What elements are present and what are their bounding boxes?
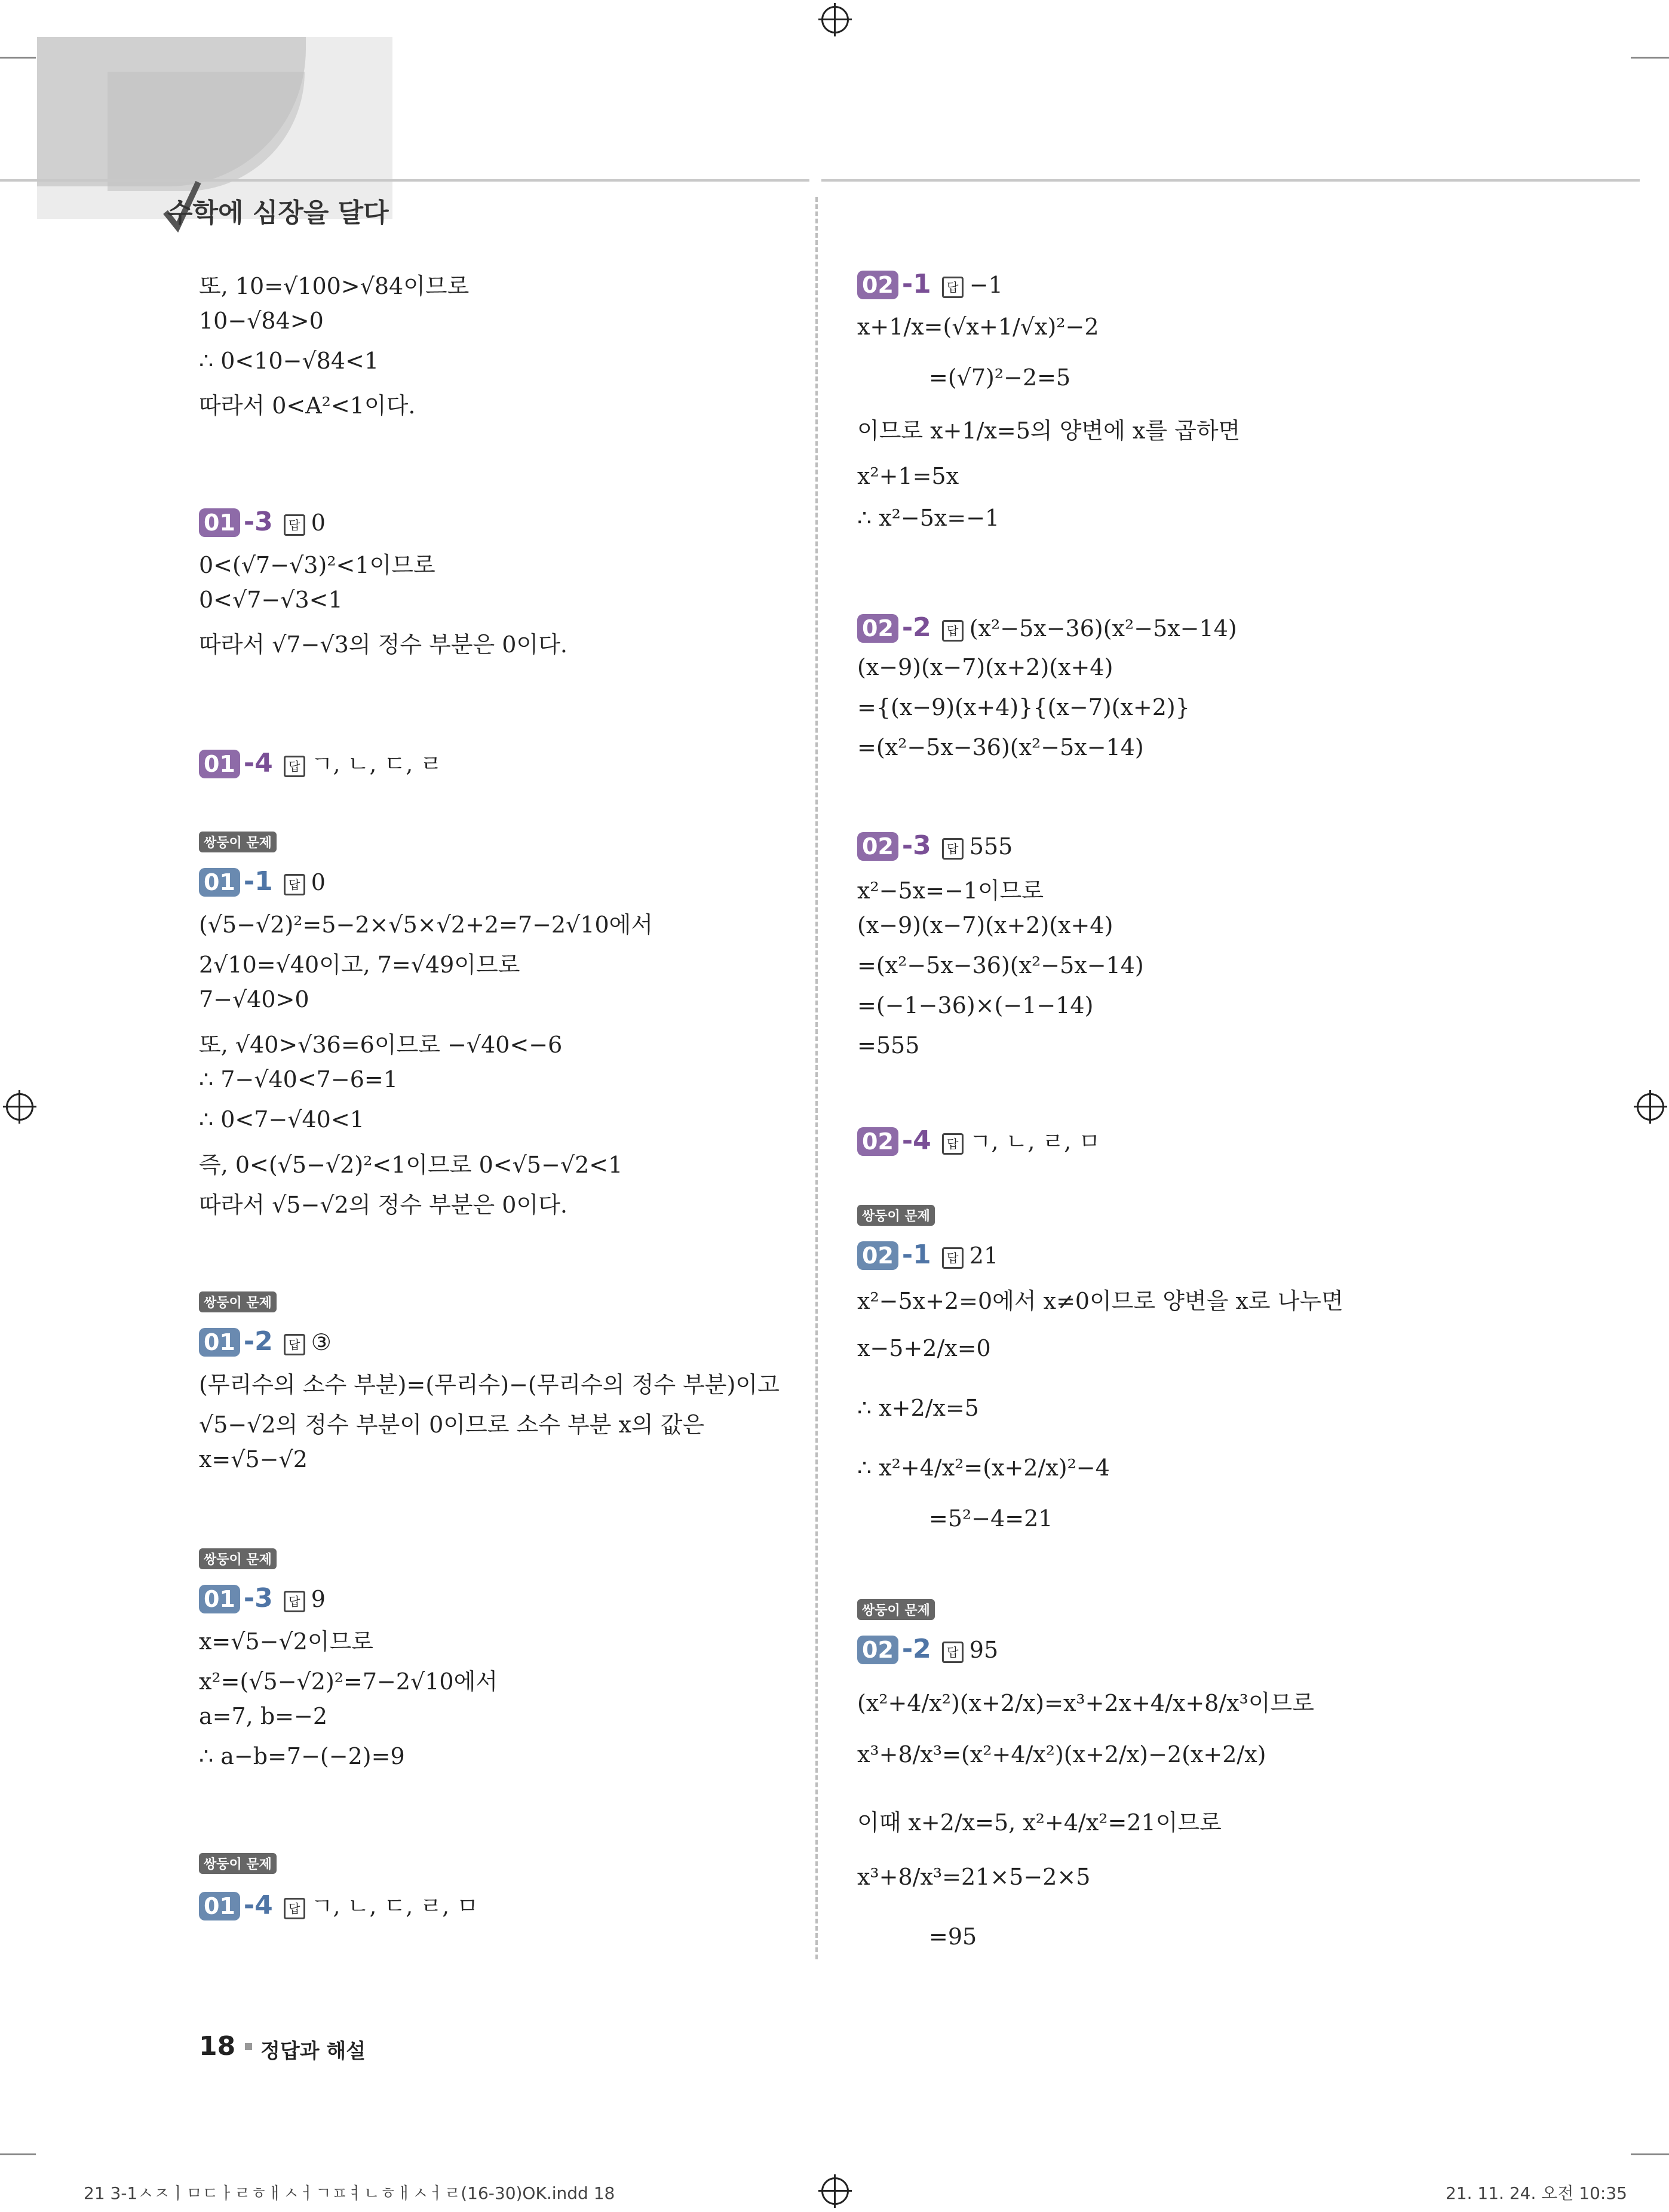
- solution-line: (√5−√2)²=5−2×√5×√2+2=7−2√10에서: [199, 912, 654, 938]
- problem-heading: [199, 507, 326, 537]
- problem-heading: [857, 1240, 998, 1270]
- problem-sub-number: -2: [901, 612, 931, 643]
- crop-mark: [0, 2153, 36, 2155]
- solution-line: x²−5x+2=0에서 x≠0이므로 양변을 x로 나누면: [857, 1288, 1343, 1314]
- solution-line: 7−√40>0: [199, 986, 309, 1013]
- problem-heading: [857, 1634, 998, 1664]
- solution-line: =(−1−36)×(−1−14): [857, 992, 1094, 1018]
- answer-mark-icon: 답: [942, 620, 964, 642]
- twin-problem-label: 쌍둥이 문제: [199, 1291, 277, 1312]
- crop-mark: [1631, 57, 1669, 59]
- problem-number-badge: 02: [857, 1241, 898, 1270]
- solution-line: 따라서 √7−√3의 정수 부분은 0이다.: [199, 631, 567, 658]
- answer-value: 0: [311, 869, 326, 895]
- solution-line: ∴ x+2/x=5: [857, 1395, 979, 1421]
- solution-line: √5−√2의 정수 부분이 0이므로 소수 부분 x의 값은: [199, 1412, 705, 1438]
- problem-heading: [857, 612, 1237, 643]
- problem-number-badge: 02: [857, 1127, 898, 1156]
- registration-mark-icon: [821, 2177, 849, 2205]
- problem-heading: [199, 745, 442, 778]
- problem-number-badge: 01: [199, 1585, 240, 1613]
- twin-problem-label: 쌍둥이 문제: [199, 1853, 277, 1874]
- registration-mark-icon: [6, 1093, 33, 1121]
- registration-mark-icon: [821, 6, 849, 33]
- column-divider: [815, 197, 818, 1959]
- solution-line: 0<√7−√3<1: [199, 587, 343, 613]
- slug-date: 21. 11. 24. 오전 10:35: [1446, 2183, 1627, 2203]
- solution-line: x²+1=5x: [857, 463, 959, 489]
- solution-line: 이므로 x+1/x=5의 양변에 x를 곱하면: [857, 418, 1241, 444]
- problem-sub-number: -3: [243, 1583, 273, 1613]
- answer-value: 9: [311, 1586, 326, 1612]
- problem-heading: [857, 830, 1013, 861]
- problem-sub-number: -2: [243, 1326, 273, 1357]
- problem-sub-number: -4: [901, 1125, 931, 1156]
- solution-line: x²=(√5−√2)²=7−2√10에서: [199, 1668, 498, 1695]
- problem-heading: [199, 866, 326, 897]
- answer-value: ㄱ, ㄴ, ㄷ, ㄹ, ㅁ: [311, 1893, 478, 1919]
- solution-line: =(x²−5x−36)(x²−5x−14): [857, 734, 1144, 760]
- logo-text: 수학에 심장을 달다: [167, 198, 389, 228]
- solution-line: 또, 10=√100>√84이므로: [199, 273, 470, 299]
- problem-number-badge: 01: [199, 868, 240, 897]
- answer-mark-icon: 답: [942, 1642, 964, 1663]
- crop-mark: [0, 57, 36, 59]
- problem-sub-number: -1: [901, 269, 931, 299]
- answer-mark-icon: 답: [942, 277, 964, 298]
- problem-sub-number: -3: [243, 507, 273, 537]
- solution-line: ={(x−9)(x+4)}{(x−7)(x+2)}: [857, 694, 1190, 720]
- solution-line: 10−√84>0: [199, 308, 324, 334]
- solution-line: (x−9)(x−7)(x+2)(x+4): [857, 912, 1113, 938]
- answer-mark-icon: 답: [284, 1334, 305, 1355]
- problem-number-badge: 01: [199, 1892, 240, 1920]
- header-rule-left: [0, 179, 809, 182]
- answer-mark-icon: 답: [284, 1591, 305, 1612]
- solution-line: (x−9)(x−7)(x+2)(x+4): [857, 654, 1113, 680]
- solution-line: =(√7)²−2=5: [929, 364, 1071, 391]
- answer-mark-icon: 답: [284, 874, 305, 895]
- problem-sub-number: -3: [901, 830, 931, 861]
- answer-value: −1: [969, 272, 1003, 298]
- problem-number-badge: 02: [857, 614, 898, 643]
- crop-mark: [1631, 2153, 1669, 2155]
- solution-line: ∴ x²−5x=−1: [857, 505, 1000, 531]
- answer-mark-icon: 답: [284, 1898, 305, 1919]
- solution-line: (x²+4/x²)(x+2/x)=x³+2x+4/x+8/x³이므로: [857, 1690, 1314, 1716]
- solution-line: 즉, 0<(√5−√2)²<1이므로 0<√5−√2<1: [199, 1152, 623, 1178]
- problem-heading: [199, 1326, 332, 1357]
- solution-line: 따라서 0<A²<1이다.: [199, 392, 416, 419]
- solution-line: 2√10=√40이고, 7=√49이므로: [199, 952, 520, 978]
- problem-number-badge: 02: [857, 1636, 898, 1664]
- solution-line: 또, √40>√36=6이므로 −√40<−6: [199, 1032, 563, 1058]
- answer-mark-icon: 답: [942, 1133, 964, 1155]
- problem-number-badge: 01: [199, 508, 240, 537]
- answer-value: 0: [311, 510, 326, 536]
- solution-line: =5²−4=21: [929, 1505, 1053, 1532]
- problem-sub-number: -1: [901, 1240, 931, 1270]
- solution-line: ∴ x²+4/x²=(x+2/x)²−4: [857, 1455, 1110, 1481]
- solution-line: (무리수의 소수 부분)=(무리수)−(무리수의 정수 부분)이고: [199, 1372, 780, 1398]
- solution-line: ∴ 7−√40<7−6=1: [199, 1066, 398, 1093]
- solution-line: 0<(√7−√3)²<1이므로: [199, 552, 435, 578]
- solution-line: x−5+2/x=0: [857, 1335, 991, 1361]
- problem-sub-number: -1: [243, 866, 273, 897]
- problem-number-badge: 02: [857, 832, 898, 861]
- solution-line: x³+8/x³=21×5−2×5: [857, 1864, 1091, 1890]
- solution-line: x=√5−√2: [199, 1446, 308, 1472]
- solution-line: x³+8/x³=(x²+4/x²)(x+2/x)−2(x+2/x): [857, 1741, 1266, 1768]
- problem-heading: [199, 1583, 326, 1613]
- twin-problem-label: 쌍둥이 문제: [857, 1205, 935, 1226]
- solution-line: x=√5−√2이므로: [199, 1628, 374, 1655]
- solution-line: 따라서 √5−√2의 정수 부분은 0이다.: [199, 1192, 567, 1218]
- problem-number-badge: 01: [199, 1328, 240, 1357]
- footer-title: 정답과 해설: [260, 2039, 366, 2063]
- twin-problem-label: 쌍둥이 문제: [199, 1548, 277, 1569]
- solution-line: x²−5x=−1이므로: [857, 878, 1044, 904]
- answer-value: 555: [969, 833, 1013, 860]
- problem-heading: [857, 1123, 1100, 1156]
- solution-line: a=7, b=−2: [199, 1703, 328, 1729]
- answer-value: 95: [969, 1637, 999, 1663]
- solution-line: ∴ 0<10−√84<1: [199, 348, 379, 374]
- registration-mark-icon: [1637, 1093, 1664, 1121]
- solution-line: x+1/x=(√x+1/√x)²−2: [857, 314, 1099, 340]
- answer-mark-icon: 답: [284, 514, 305, 536]
- solution-line: =(x²−5x−36)(x²−5x−14): [857, 952, 1144, 978]
- answer-value: (x²−5x−36)(x²−5x−14): [969, 615, 1237, 642]
- problem-number-badge: 01: [199, 750, 240, 778]
- answer-value: ③: [311, 1329, 332, 1355]
- answer-value: 21: [969, 1242, 999, 1269]
- header-rule-right: [821, 179, 1640, 182]
- problem-sub-number: -2: [901, 1634, 931, 1664]
- problem-heading: [857, 269, 1003, 299]
- page-number: 18: [199, 2031, 236, 2061]
- twin-problem-label: 쌍둥이 문제: [857, 1599, 935, 1620]
- problem-number-badge: 02: [857, 271, 898, 299]
- problem-heading: [199, 1888, 478, 1920]
- solution-line: 이때 x+2/x=5, x²+4/x²=21이므로: [857, 1809, 1222, 1836]
- solution-line: ∴ a−b=7−(−2)=9: [199, 1743, 405, 1769]
- solution-line: ∴ 0<7−√40<1: [199, 1106, 364, 1133]
- problem-sub-number: -4: [243, 1890, 273, 1920]
- answer-mark-icon: 답: [942, 1247, 964, 1269]
- answer-value: ㄱ, ㄴ, ㄷ, ㄹ: [311, 751, 443, 777]
- footer-bullet: [245, 2043, 252, 2050]
- answer-mark-icon: 답: [942, 838, 964, 860]
- solution-line: =95: [929, 1923, 977, 1950]
- answer-mark-icon: 답: [284, 756, 305, 777]
- answer-value: ㄱ, ㄴ, ㄹ, ㅁ: [969, 1128, 1101, 1155]
- problem-sub-number: -4: [243, 748, 273, 778]
- slug-filename: 21 3-1ㅅㅈㅣㅁㄷㅏㄹㅎㅐㅅㅓㄱㅍㅕㄴㅎㅐㅅㅓㄹ(16-30)OK.indd 18: [84, 2183, 615, 2203]
- twin-problem-label: 쌍둥이 문제: [199, 832, 277, 852]
- solution-line: =555: [857, 1032, 920, 1059]
